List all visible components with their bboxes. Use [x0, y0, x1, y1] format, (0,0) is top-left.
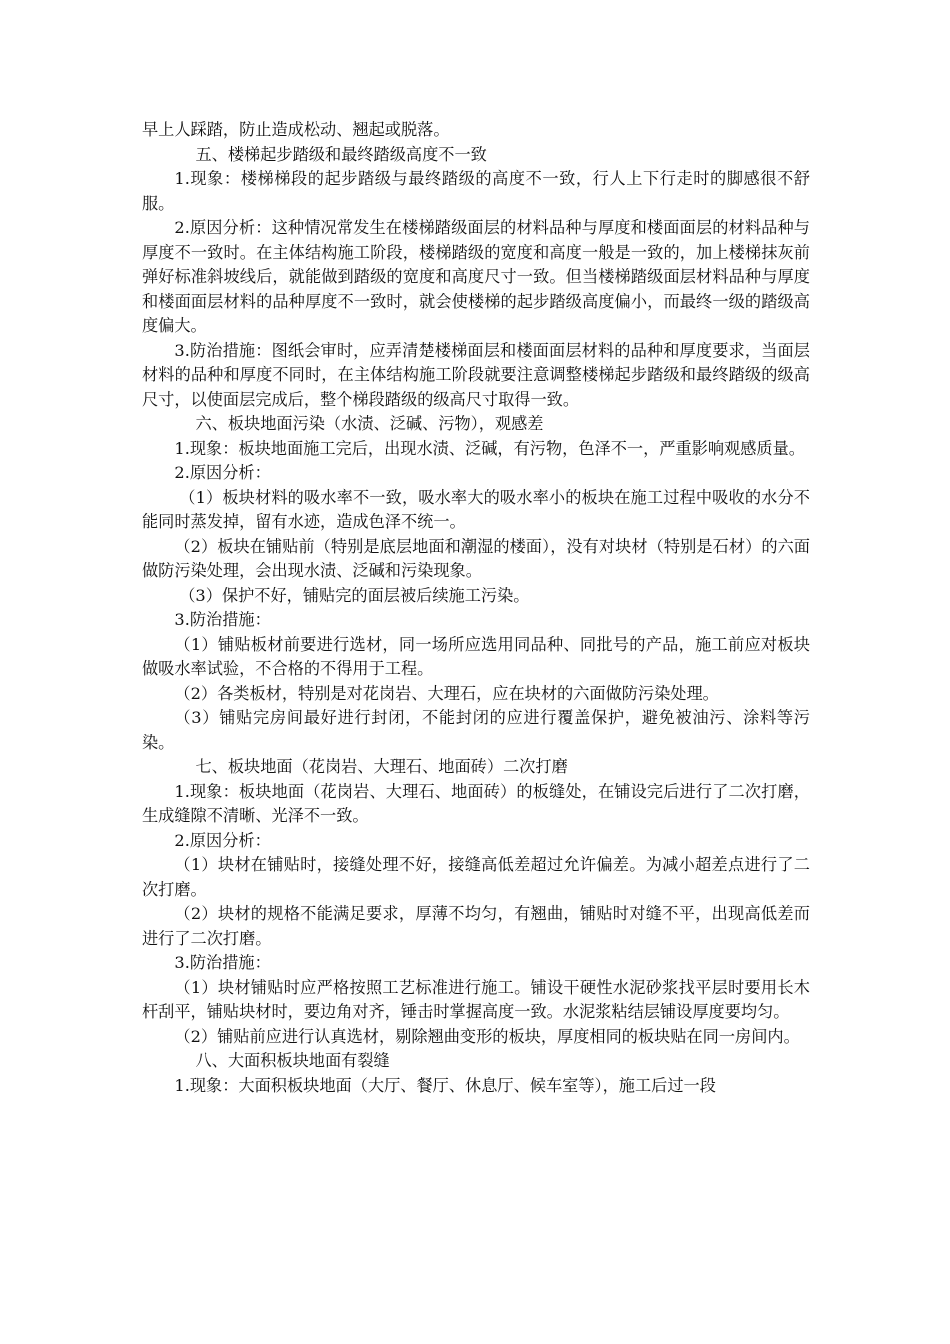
- paragraph: 3.防治措施：: [174, 610, 271, 629]
- paragraph: 1.现象：楼梯梯段的起步踏级与最终踏级的高度不一致，行人上下行走时的脚感很不舒服。: [142, 169, 810, 213]
- paragraph: （3）保护不好，铺贴完的面层被后续施工污染。: [179, 585, 530, 605]
- section-heading-7: 七、板块地面（花岗岩、大理石、地面砖）二次打磨: [195, 757, 568, 776]
- paragraph: 3.防治措施：图纸会审时，应弄清楚楼梯面层和楼面面层材料的品种和厚度要求，当面层材料的品种和厚度不同时，在主体结构施工阶段就要注意调整楼梯起步踏级和最终踏级的级高尺寸，以使面层完成后，整个梯段踏级的级高尺寸取得一致。: [142, 340, 810, 409]
- paragraph: （2）各类板材，特别是对花岗岩、大理石，应在块材的六面做防污染处理。: [174, 683, 719, 703]
- paragraph: （1）铺贴板材前要进行选材，同一场所应选用同品种、同批号的产品，施工前应对板块做吸水率试验，不合格的不得用于工程。: [142, 634, 810, 678]
- paragraph: （1）块材铺贴时应严格按照工艺标准进行施工。铺设干硬性水泥砂浆找平层时要用长木杆刮平，铺贴块材时，要边角对齐，锤击时掌握高度一致。水泥浆粘结层铺设厚度要均匀。: [142, 977, 810, 1021]
- paragraph-continuation: 早上人踩踏，防止造成松动、翘起或脱落。: [142, 120, 450, 139]
- document-body: [142, 118, 810, 1098]
- paragraph: （2）板块在铺贴前（特别是底层地面和潮湿的楼面），没有对块材（特别是石材）的六面做防污染处理，会出现水渍、泛碱和污染现象。: [142, 536, 810, 580]
- paragraph: 3.防治措施：: [174, 953, 271, 972]
- section-heading-8: 八、大面积板块地面有裂缝: [195, 1051, 390, 1070]
- section-heading-6: 六、板块地面污染（水渍、泛碱、污物），观感差: [195, 414, 544, 433]
- paragraph: 1.现象：板块地面施工完后，出现水渍、泛碱，有污物，色泽不一，严重影响观感质量。: [174, 438, 805, 458]
- paragraph: （1）板块材料的吸水率不一致，吸水率大的吸水率小的板块在施工过程中吸收的水分不能同时蒸发掉，留有水迹，造成色泽不统一。: [142, 487, 810, 531]
- section-heading-5: 五、楼梯起步踏级和最终踏级高度不一致: [195, 144, 487, 164]
- paragraph: （1）块材在铺贴时，接缝处理不好，接缝高低差超过允许偏差。为减小超差点进行了二次打磨。: [142, 855, 810, 899]
- paragraph: 1.现象：大面积板块地面（大厅、餐厅、休息厅、候车室等），施工后过一段: [174, 1075, 716, 1095]
- paragraph: （3）铺贴完房间最好进行封闭，不能封闭的应进行覆盖保护，避免被油污、涂料等污染。: [142, 708, 810, 752]
- paragraph: （2）块材的规格不能满足要求，厚薄不均匀，有翘曲，铺贴时对缝不平，出现高低差而进行了二次打磨。: [142, 904, 810, 948]
- paragraph: （2）铺贴前应进行认真选材，剔除翘曲变形的板块，厚度相同的板块贴在同一房间内。: [174, 1026, 800, 1046]
- paragraph: 2.原因分析：这种情况常发生在楼梯踏级面层的材料品种与厚度和楼面面层的材料品种与厚度不一致时。在主体结构施工阶段，楼梯踏级的宽度和高度一般是一致的，加上楼梯抹灰前弹好标准斜坡线后，就能做到踏级的宽度和高度尺寸一致。但当楼梯踏级面层材料品种与厚度和楼面面层材料的品种厚度不一致时，就会使楼梯的起步踏级高度偏小，而最终一级的踏级高度偏大。: [142, 218, 810, 335]
- paragraph: 2.原因分析：: [174, 463, 271, 482]
- paragraph: 2.原因分析：: [174, 830, 271, 850]
- paragraph: 1.现象：板块地面（花岗岩、大理石、地面砖）的板缝处，在铺设完后进行了二次打磨，生成缝隙不清晰、光泽不一致。: [142, 781, 810, 825]
